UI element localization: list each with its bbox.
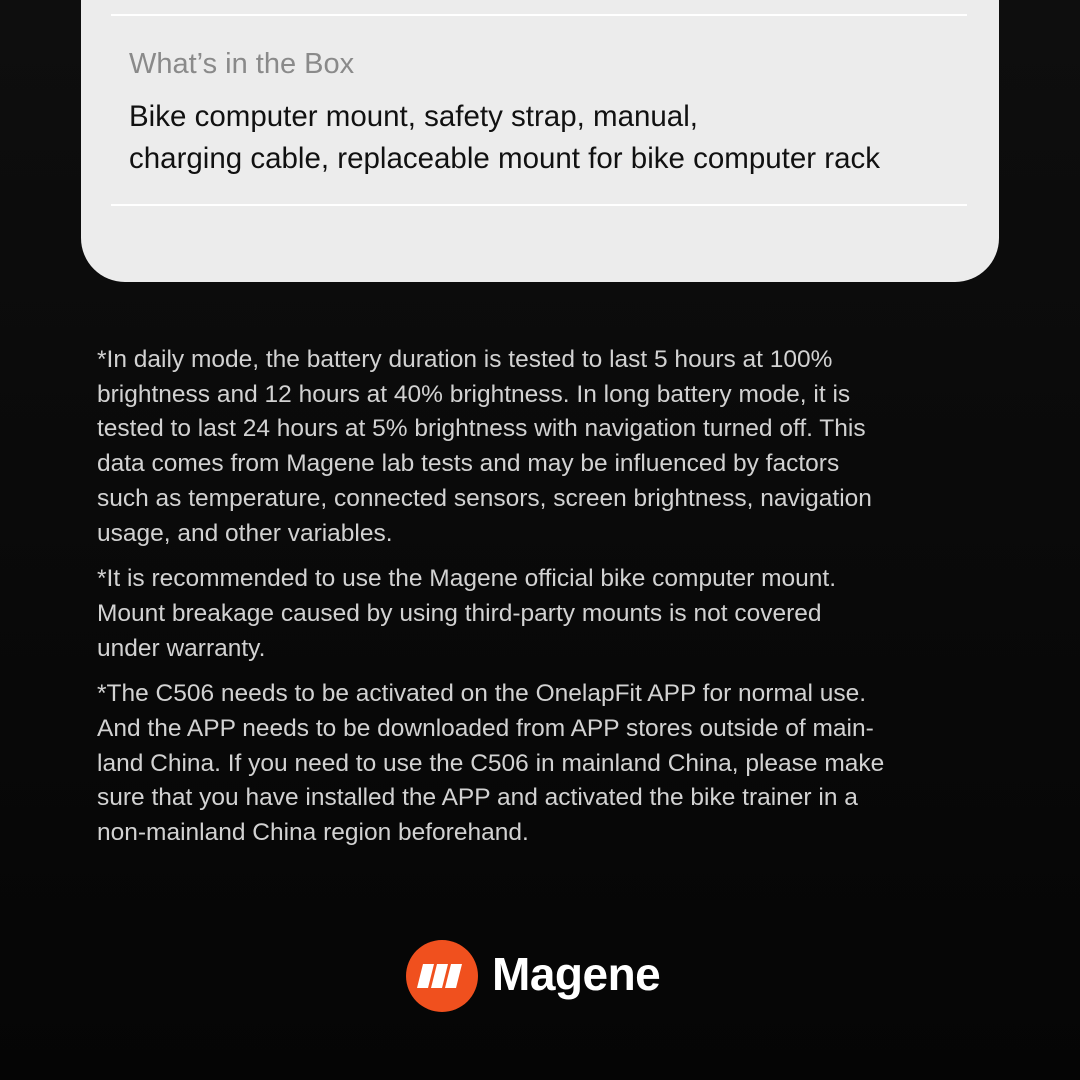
footnote-line: data comes from Magene lab tests and may be influenced by factors xyxy=(97,450,840,478)
spec-value-line: Bike computer mount, safety strap, manual, xyxy=(129,100,698,133)
spec-value xyxy=(129,96,959,180)
footnote-line: brightness and 12 hours at 40% brightness. In long battery mode, it is xyxy=(97,380,851,408)
brand-name: Magene xyxy=(492,948,661,1000)
footnote-line: Mount breakage caused by using third-party mounts is not covered xyxy=(97,599,822,627)
activation-footnote xyxy=(97,677,997,851)
footnote-line: *The C506 needs to be activated on the OnelapFit APP for normal use. xyxy=(97,680,867,708)
card-divider-top xyxy=(111,14,967,16)
spec-label: What’s in the Box xyxy=(129,48,355,80)
footnote-line: such as temperature, connected sensors, screen brightness, navigation xyxy=(97,484,872,512)
mount-footnote xyxy=(97,562,997,666)
footnote-line: And the APP needs to be downloaded from APP stores outside of main- xyxy=(97,715,874,743)
footnote-line: sure that you have installed the APP and activated the bike trainer in a xyxy=(97,784,858,812)
footnotes xyxy=(97,343,997,862)
footnote-line: under warranty. xyxy=(97,634,266,662)
magene-logo-icon xyxy=(406,940,478,1012)
footnote-line: *In daily mode, the battery duration is tested to last 5 hours at 100% xyxy=(97,346,833,373)
battery-footnote xyxy=(97,343,997,551)
spec-value-line: charging cable, replaceable mount for bike computer rack xyxy=(129,142,881,175)
footnote-line: tested to last 24 hours at 5% brightness with navigation turned off. This xyxy=(97,415,866,443)
footnote-line: *It is recommended to use the Magene official bike computer mount. xyxy=(97,565,837,593)
footnote-line: usage, and other variables. xyxy=(97,519,393,547)
footnote-line: land China. If you need to use the C506 in mainland China, please make xyxy=(97,749,885,777)
spec-card xyxy=(81,0,999,282)
footnote-line: non-mainland China region beforehand. xyxy=(97,819,529,847)
card-divider-bottom xyxy=(111,204,967,206)
